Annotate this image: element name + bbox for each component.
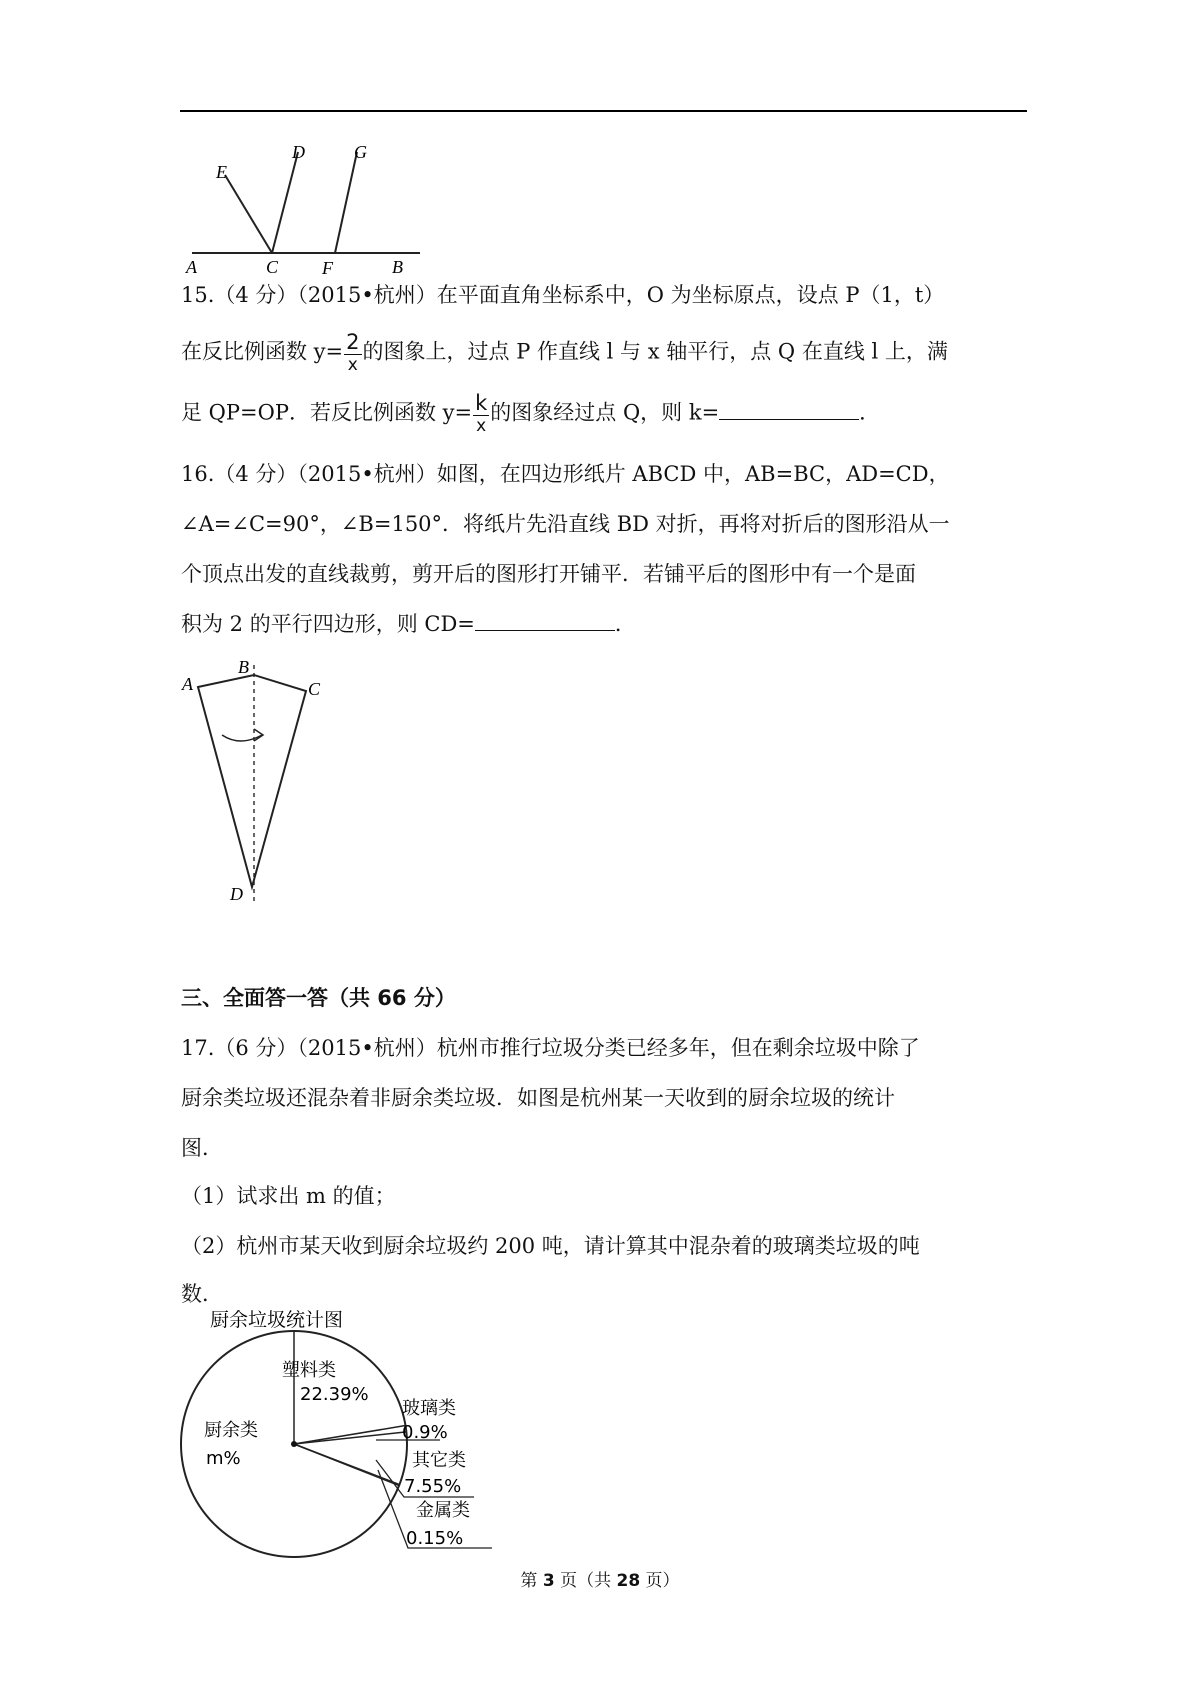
slice-value: 7.55%	[404, 1476, 462, 1497]
fraction-numerator: k	[475, 391, 488, 415]
slice-value: m%	[206, 1448, 241, 1469]
q17-line1: 17.（6 分）（2015•杭州）杭州市推行垃圾分类已经多年，但在剩余垃圾中除了	[181, 1036, 920, 1060]
quadrilateral-abcd	[198, 675, 306, 887]
ray-cd	[272, 152, 298, 253]
q16-line3: 个顶点出发的直线裁剪，剪开后的图形打开铺平．若铺平后的图形中有一个是面	[181, 562, 916, 586]
pie-slice-1	[282, 1360, 369, 1405]
q16-line2: ∠A=∠C=90°，∠B=150°．将纸片先沿直线 BD 对折，再将对折后的图形沿从一	[181, 512, 950, 536]
chart-title: 厨余垃圾统计图	[210, 1309, 344, 1331]
fraction-k-over-x	[473, 393, 489, 435]
q15-line3	[181, 393, 880, 435]
fraction-numerator: 2	[346, 330, 360, 354]
q17-part2-line1: （2）杭州市某天收到厨余垃圾约 200 吨，请计算其中混杂着的玻璃类垃圾的吨	[181, 1234, 920, 1258]
q15-line2	[181, 332, 948, 374]
q16-line4-pre: 积为 2 的平行四边形，则 CD=	[181, 612, 475, 636]
slice-name: 厨余类	[204, 1420, 258, 1441]
q16-line4	[181, 608, 636, 640]
section-3-title: 三、全面答一答（共 66 分）	[181, 986, 456, 1010]
footer-total-pages: 28	[616, 1571, 641, 1591]
pie-label-group	[204, 1360, 492, 1549]
label-f: F	[322, 258, 333, 275]
fraction-denominator: x	[347, 355, 358, 375]
label-e: E	[216, 162, 227, 182]
label-c: C	[308, 679, 321, 699]
pie-slice-5	[204, 1420, 258, 1469]
label-a: A	[182, 674, 193, 694]
figure-q16	[180, 655, 340, 910]
footer-suffix: 页）	[640, 1571, 680, 1591]
pie-slice-2	[376, 1398, 456, 1443]
q15-line3-pre: 足 QP=OP．若反比例函数 y=	[181, 400, 473, 425]
footer-prefix: 第	[520, 1571, 543, 1591]
label-d: D	[292, 142, 305, 162]
slice-name: 玻璃类	[402, 1398, 456, 1419]
label-d: D	[230, 884, 243, 904]
label-a: A	[186, 257, 197, 275]
q15-line3-mid: 的图象经过点 Q，则 k=	[490, 400, 720, 425]
q17-line3: 图．	[181, 1136, 223, 1160]
footer-page-number: 3	[542, 1571, 555, 1591]
q15-line2-post: 的图象上，过点 P 作直线 l 与 x 轴平行，点 Q 在直线 l 上，满	[362, 339, 948, 364]
label-g: G	[354, 142, 367, 162]
header-rule	[180, 110, 1027, 112]
q17-part1: （1）试求出 m 的值；	[181, 1184, 396, 1208]
page-footer	[0, 1566, 1200, 1591]
ray-fg	[335, 152, 357, 253]
label-c: C	[266, 257, 279, 275]
slice-name: 金属类	[416, 1500, 470, 1521]
pie-boundary-line	[294, 1432, 406, 1444]
q17-part2-line2: 数．	[181, 1282, 223, 1306]
answer-blank-k	[719, 397, 859, 420]
footer-middle: 页（共	[554, 1571, 617, 1591]
q16-line4-end: ．	[614, 612, 636, 636]
fraction-denominator: x	[476, 416, 487, 436]
q17-line2: 厨余类垃圾还混杂着非厨余类垃圾．如图是杭州某一天收到的厨余垃圾的统计	[181, 1086, 895, 1110]
q15-line1: 15.（4 分）（2015•杭州）在平面直角坐标系中，O 为坐标原点，设点 P（1，t）	[181, 283, 945, 307]
pie-center-dot	[291, 1441, 297, 1447]
label-b: B	[238, 657, 249, 677]
pie-slice-group	[291, 1331, 406, 1486]
pie-slice-3	[376, 1450, 474, 1497]
ray-ce	[225, 175, 272, 253]
slice-value: 0.15%	[406, 1528, 464, 1549]
pie-chart	[180, 1300, 540, 1560]
label-b: B	[392, 257, 403, 275]
slice-value: 0.9%	[402, 1422, 448, 1443]
slice-value: 22.39%	[300, 1384, 369, 1405]
q15-line3-end: ．	[859, 400, 881, 425]
q16-line1: 16.（4 分）（2015•杭州）如图，在四边形纸片 ABCD 中，AB=BC，AD=CD，	[181, 462, 950, 486]
q15-line2-pre: 在反比例函数 y=	[181, 339, 344, 364]
pie-boundary-line	[294, 1426, 405, 1444]
answer-blank-cd	[475, 608, 615, 631]
slice-name: 其它类	[412, 1450, 466, 1471]
slice-name: 塑料类	[282, 1360, 336, 1381]
pie-boundary-line	[294, 1444, 399, 1486]
fraction-2-over-x	[344, 332, 361, 374]
figure-q14	[180, 140, 430, 275]
fold-arrowhead-icon	[254, 729, 263, 741]
